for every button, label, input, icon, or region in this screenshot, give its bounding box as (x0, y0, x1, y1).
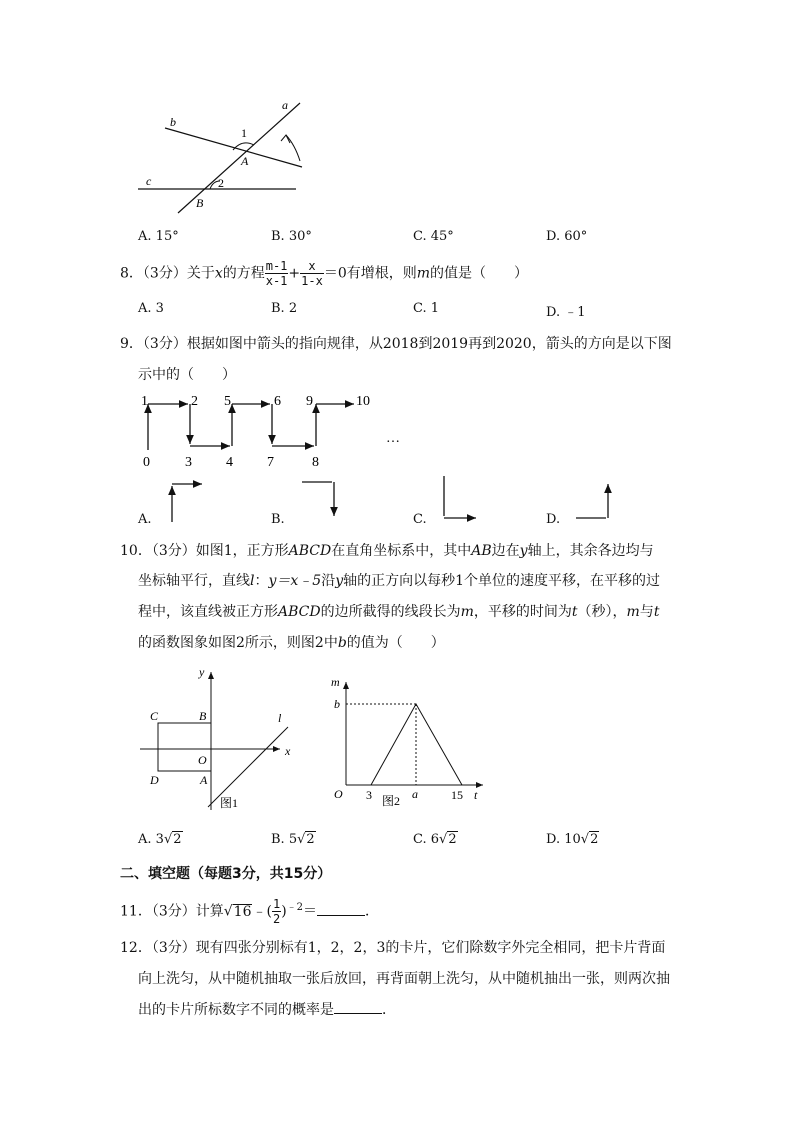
q7-option-d[interactable]: D. 60° (546, 229, 588, 244)
q7-option-b[interactable]: B. 30° (271, 229, 312, 244)
angle-1-arc (233, 143, 254, 150)
section-2-heading: 二、填空题（每题3分，共15分） (120, 866, 332, 882)
q9-option-a-arrow (162, 474, 212, 526)
q12-answer-blank[interactable] (334, 1001, 382, 1014)
label-1: 1 (241, 126, 247, 140)
seq-label-2: 2 (191, 394, 198, 409)
seq-label-1: 1 (141, 394, 148, 409)
q9-arrow-sequence (130, 390, 420, 470)
fig2-label-O: O (334, 787, 343, 801)
fig2-label-a: a (412, 787, 418, 801)
q11-answer-blank[interactable] (317, 903, 365, 916)
q9-option-a[interactable]: A. (138, 512, 152, 527)
fig1-label-A: A (200, 773, 208, 787)
seq-label-8: 8 (312, 455, 319, 470)
q8-fraction-2: $\frac{x}{1-x}$ (301, 259, 323, 288)
q8-option-d[interactable]: D. ﹣1 (546, 305, 586, 320)
fig2-caption: 图2 (382, 794, 401, 808)
fig1-label-y: y (199, 665, 205, 679)
seq-label-9: 9 (306, 394, 313, 409)
q10-option-b[interactable]: B. 5√2 (271, 832, 315, 847)
q9-option-b-arrow (298, 474, 348, 526)
label-2: 2 (218, 176, 224, 190)
line-b (165, 128, 302, 167)
seq-ellipsis: … (386, 431, 400, 446)
q10-figure-2 (325, 672, 495, 812)
q10-option-d[interactable]: D. 10√2 (546, 832, 599, 847)
q9-option-d[interactable]: D. (546, 512, 561, 527)
q9-option-c[interactable]: C. (413, 512, 427, 527)
q8-stem: 8．（3分）关于x的方程 $\frac{m-1}{x-1}$ + $\frac{x}{1-x}$ ＝0有增根，则m的值是（ ） (120, 259, 529, 288)
q9-stem-line2: 示中的（ ） (138, 367, 236, 383)
q10-option-c[interactable]: C. 6√2 (413, 832, 457, 847)
q10-stem-line4: 的函数图象如图2所示，则图2中b的值为（ ） (138, 635, 445, 651)
q12-stem-line3: 出的卡片所标数字不同的概率是 ． (138, 1002, 396, 1018)
q12-stem-line1: 12．（3分）现有四张分别标有1，2，2，3的卡片，它们除数字外完全相同，把卡片背面 (120, 940, 666, 956)
q8-option-b[interactable]: B. 2 (271, 301, 298, 316)
fig1-label-x: x (285, 744, 291, 758)
seq-label-6: 6 (274, 394, 281, 409)
q12-stem-line2: 向上洗匀，从中随机抽取一张后放回，再背面朝上洗匀，从中随机抽出一张，则两次抽 (138, 971, 670, 987)
q9-option-c-arrow (436, 474, 486, 526)
q9-option-b[interactable]: B. (271, 512, 285, 527)
fig1-label-C: C (150, 709, 159, 723)
label-A: A (241, 154, 249, 168)
q9-stem-line1: 9．（3分）根据如图中箭头的指向规律，从2018到2019再到2020，箭头的方向是以下图 (120, 336, 672, 352)
q10-stem-line3: 程中，该直线被正方形ABCD的边所截得的线段长为m，平移的时间为t（秒），m与t (138, 604, 660, 620)
fig2-label-3: 3 (366, 788, 372, 802)
fig1-label-l: l (278, 711, 282, 725)
label-c: c (146, 174, 152, 188)
fig2-label-15: 15 (451, 788, 463, 802)
q10-option-a[interactable]: A. 3√2 (138, 832, 182, 847)
label-a: a (282, 98, 288, 112)
q8-option-c[interactable]: C. 1 (413, 301, 440, 316)
q7-figure (130, 95, 320, 220)
label-b: b (170, 115, 176, 129)
fig2-label-m: m (331, 675, 340, 689)
fig1-label-D: D (150, 773, 159, 787)
q10-stem-line2: 坐标轴平行，直线l：y＝x﹣5沿y轴的正方向以每秒1个单位的速度平移，在平移的过 (138, 573, 661, 589)
q9-option-d-arrow (572, 474, 622, 526)
seq-label-3: 3 (185, 455, 192, 470)
label-B: B (196, 196, 204, 210)
q7-option-a[interactable]: A. 15° (138, 229, 179, 244)
seq-label-0: 0 (143, 455, 150, 470)
q10-figure-1 (130, 660, 305, 820)
q11-stem: 11．（3分）计算√16﹣( $\frac{1}{2}$ )$^{﹣2}$＝ ． (120, 897, 380, 926)
seq-label-7: 7 (267, 455, 274, 470)
seq-label-5: 5 (224, 394, 231, 409)
q10-stem-line1: 10．（3分）如图1，正方形ABCD在直角坐标系中，其中AB边在y轴上，其余各边均与 (120, 543, 654, 559)
q11-fraction: $\frac{1}{2}$ (272, 897, 281, 926)
q7-option-c[interactable]: C. 45° (413, 229, 454, 244)
seq-label-4: 4 (226, 455, 233, 470)
fig1-label-B: B (199, 709, 207, 723)
q8-fraction-1: $\frac{m-1}{x-1}$ (265, 259, 288, 288)
fig1-line-l (208, 727, 288, 807)
seq-label-10: 10 (356, 394, 370, 409)
q8-option-a[interactable]: A. 3 (138, 301, 164, 316)
fig2-label-b: b (334, 697, 340, 711)
fig1-label-O: O (198, 753, 207, 767)
fig1-caption: 图1 (220, 796, 239, 810)
fig2-label-t: t (474, 788, 478, 802)
